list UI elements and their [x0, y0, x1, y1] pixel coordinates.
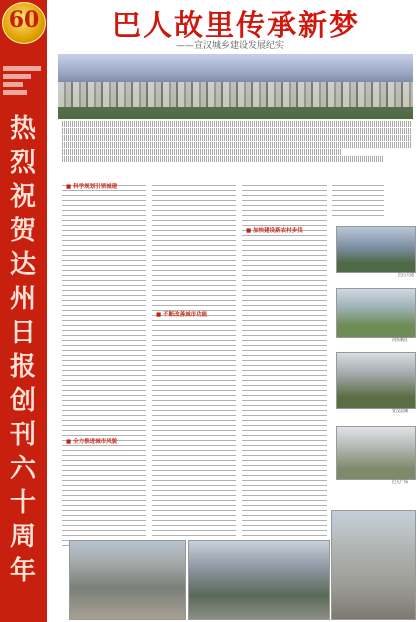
sidebar	[0, 0, 47, 622]
summary-line	[62, 121, 412, 127]
issue-info-line	[3, 66, 41, 71]
photo-caption: 宣汉县城	[392, 408, 408, 413]
photo-buildings-bottom-right	[331, 510, 416, 620]
photo-river-city	[336, 226, 416, 273]
panorama-town	[58, 82, 413, 107]
article-column	[332, 185, 384, 220]
section-heading: ■ 全力推进城市风貌	[66, 439, 118, 445]
vertical-congratulation-title: 热烈祝贺达州日报创刊六十周年	[9, 114, 36, 586]
article-column	[62, 185, 146, 550]
photo-street-bottom-left	[69, 540, 186, 620]
summary-line	[62, 149, 342, 155]
anniversary-logo	[2, 2, 46, 44]
issue-info-line	[3, 74, 31, 79]
article-subtitle: ——宣汉城乡建设发展纪实	[176, 41, 285, 51]
issue-info-line	[3, 90, 27, 95]
logo-text: 60	[8, 7, 40, 33]
summary-line	[62, 128, 412, 134]
panorama-photo	[58, 54, 413, 119]
photo-square	[336, 426, 416, 480]
article-title: 巴人故里传承新梦	[111, 8, 360, 42]
summary-block	[62, 121, 412, 163]
issue-info-line	[3, 82, 23, 87]
article-column	[242, 185, 327, 540]
photo-east-district	[336, 288, 416, 338]
summary-line	[62, 156, 384, 162]
photo-caption: 巴人广场	[392, 479, 408, 484]
section-heading: ■ 不断改善城市功能	[156, 312, 208, 318]
photo-county-town	[336, 352, 416, 409]
section-heading: ■ 加快建设新农村步伐	[246, 228, 303, 234]
photo-caption: 河东新区	[392, 337, 408, 342]
summary-line	[62, 135, 412, 141]
summary-line	[62, 142, 412, 148]
photo-avenue-bottom	[188, 540, 330, 620]
photo-caption: 巴山大道	[398, 272, 414, 277]
article-column	[152, 185, 236, 540]
section-heading: ■ 科学规划引领城建	[66, 184, 118, 190]
